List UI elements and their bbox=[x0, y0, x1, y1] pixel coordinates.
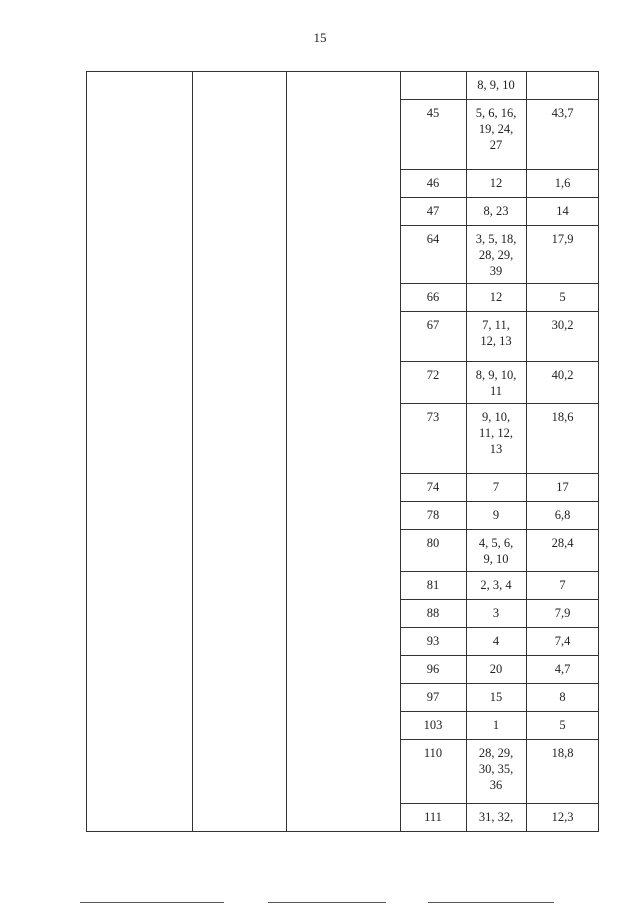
row-number-cell: 80 bbox=[426, 536, 440, 550]
row-value-cell: 17 bbox=[556, 480, 569, 494]
row-number-cell: 93 bbox=[426, 634, 440, 648]
row-number-cell: 64 bbox=[426, 232, 440, 246]
row-value-cell bbox=[526, 71, 599, 77]
row-items-line: 4 bbox=[492, 634, 500, 648]
row-items-line: 36 bbox=[489, 778, 503, 792]
table-column-border bbox=[286, 71, 287, 832]
row-items-line: 12 bbox=[489, 290, 503, 304]
row-items-cell bbox=[466, 283, 526, 305]
row-items-cell bbox=[466, 197, 526, 219]
row-items-line: 27 bbox=[489, 138, 503, 152]
row-number-cell: 103 bbox=[423, 718, 443, 732]
table-column-border bbox=[86, 71, 87, 832]
footer-rule-middle bbox=[268, 902, 386, 903]
row-items-cell bbox=[466, 225, 526, 279]
row-number-cell: 72 bbox=[426, 368, 440, 382]
row-value-cell: 18,6 bbox=[551, 410, 574, 424]
row-items-line: 19, 24, bbox=[478, 122, 514, 136]
row-items-cell bbox=[466, 571, 526, 593]
row-number-cell: 67 bbox=[426, 318, 440, 332]
row-value-cell: 7,9 bbox=[554, 606, 571, 620]
row-number-cell: 111 bbox=[424, 810, 442, 824]
row-number-cell: 78 bbox=[426, 508, 440, 522]
row-value-cell: 7,4 bbox=[554, 634, 571, 648]
table-column-border bbox=[192, 71, 193, 832]
row-value-cell: 14 bbox=[556, 204, 569, 218]
table-bottom-border bbox=[86, 831, 599, 832]
row-number-cell: 47 bbox=[426, 204, 440, 218]
row-number-cell: 66 bbox=[426, 290, 440, 304]
row-number-cell bbox=[400, 71, 466, 77]
row-number-cell: 81 bbox=[426, 578, 440, 592]
row-items-line: 7, 11, bbox=[482, 318, 510, 332]
row-items-line: 20 bbox=[489, 662, 503, 676]
row-items-line: 11 bbox=[489, 384, 503, 398]
row-value-cell: 5 bbox=[559, 718, 566, 732]
row-items-line: 4, 5, 6, bbox=[478, 536, 514, 550]
row-items-cell bbox=[466, 683, 526, 705]
row-value-cell: 12,3 bbox=[551, 810, 574, 824]
row-items-cell bbox=[466, 739, 526, 793]
row-items-cell bbox=[466, 169, 526, 191]
row-number-cell: 96 bbox=[426, 662, 440, 676]
row-items-cell bbox=[466, 99, 526, 153]
row-value-cell: 30,2 bbox=[551, 318, 574, 332]
row-number-cell: 97 bbox=[426, 690, 440, 704]
row-number-cell: 110 bbox=[423, 746, 443, 760]
row-items-cell bbox=[466, 473, 526, 495]
footer-rule-left bbox=[80, 902, 224, 903]
row-items-line: 8, 23 bbox=[483, 204, 509, 218]
row-number-cell: 88 bbox=[426, 606, 440, 620]
row-items-line: 9, 10, bbox=[481, 410, 511, 424]
row-items-line: 15 bbox=[489, 690, 503, 704]
row-value-cell: 1,6 bbox=[554, 176, 571, 190]
row-items-line: 12 bbox=[489, 176, 503, 190]
row-items-line: 8, 9, 10 bbox=[477, 78, 515, 92]
row-items-line: 7 bbox=[492, 480, 500, 494]
row-items-line: 13 bbox=[489, 442, 503, 456]
page-number: 15 bbox=[313, 30, 327, 45]
row-items-cell bbox=[466, 655, 526, 677]
row-items-line: 28, 29, bbox=[478, 746, 514, 760]
row-number-cell: 46 bbox=[426, 176, 440, 190]
row-items-line: 2, 3, 4 bbox=[480, 578, 512, 592]
row-items-line: 5, 6, 16, bbox=[475, 106, 517, 120]
data-table bbox=[86, 71, 599, 832]
row-value-cell: 17,9 bbox=[551, 232, 574, 246]
row-items-cell bbox=[466, 311, 526, 349]
row-items-cell bbox=[466, 803, 526, 825]
row-value-cell: 8 bbox=[559, 690, 566, 704]
row-items-cell bbox=[466, 711, 526, 733]
row-value-cell: 40,2 bbox=[551, 368, 574, 382]
row-items-line: 9 bbox=[492, 508, 500, 522]
row-items-cell bbox=[466, 529, 526, 567]
row-value-cell: 7 bbox=[559, 578, 566, 592]
row-items-line: 9, 10 bbox=[483, 552, 509, 566]
row-number-cell: 74 bbox=[426, 480, 440, 494]
row-items-line: 11, 12, bbox=[479, 426, 513, 440]
row-value-cell: 4,7 bbox=[554, 662, 571, 676]
row-value-cell: 18,8 bbox=[551, 746, 574, 760]
row-items-line: 12, 13 bbox=[480, 334, 512, 348]
row-value-cell: 6,8 bbox=[554, 508, 571, 522]
row-number-cell: 73 bbox=[426, 410, 440, 424]
row-items-line: 8, 9, 10, bbox=[475, 368, 517, 382]
row-items-line: 3 bbox=[492, 606, 500, 620]
footer-rule-right bbox=[428, 902, 554, 903]
row-value-cell: 5 bbox=[559, 290, 566, 304]
row-items-cell bbox=[466, 71, 526, 93]
row-items-cell bbox=[466, 403, 526, 457]
row-items-line: 31, 32, bbox=[478, 810, 514, 824]
row-items-cell bbox=[466, 627, 526, 649]
row-items-cell bbox=[466, 599, 526, 621]
row-items-line: 28, 29, bbox=[478, 248, 514, 262]
row-items-line: 39 bbox=[489, 264, 503, 278]
row-number-cell: 45 bbox=[426, 106, 440, 120]
row-value-cell: 28,4 bbox=[551, 536, 574, 550]
row-items-line: 1 bbox=[492, 718, 500, 732]
row-items-line: 3, 5, 18, bbox=[475, 232, 517, 246]
row-value-cell: 43,7 bbox=[551, 106, 574, 120]
row-items-cell bbox=[466, 361, 526, 399]
row-items-line: 30, 35, bbox=[478, 762, 514, 776]
row-items-cell bbox=[466, 501, 526, 523]
